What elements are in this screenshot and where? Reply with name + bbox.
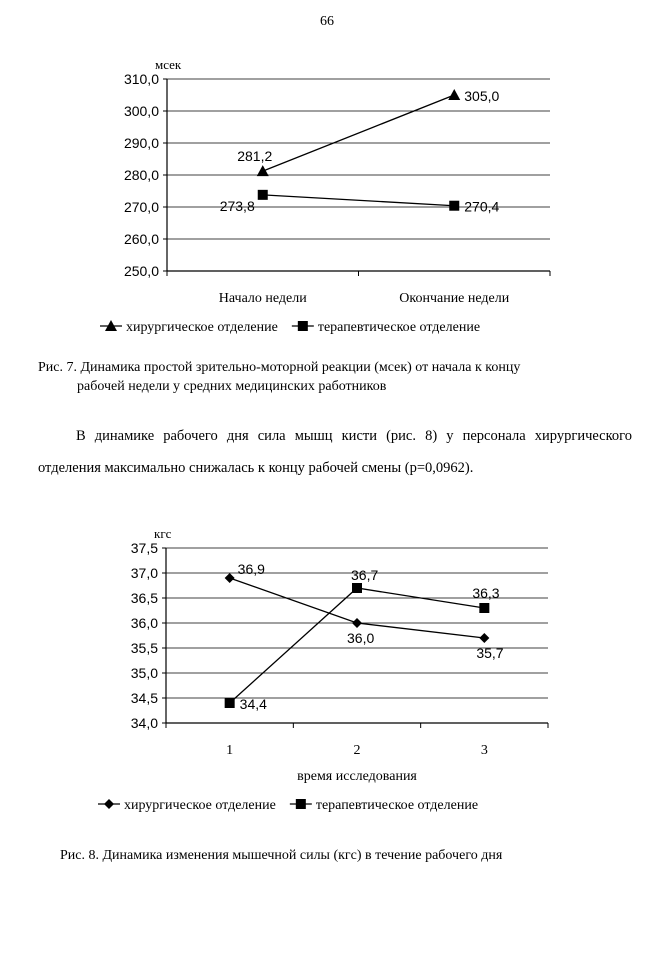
c2-data-label: 36,7 (351, 567, 379, 583)
c2-ytick-label: 37,0 (130, 565, 158, 581)
c2-ytick-label: 34,0 (130, 715, 158, 731)
c2-legend-marker (296, 799, 306, 809)
c2-ytick-label: 37,5 (130, 540, 158, 556)
c2-ytick-label: 35,0 (130, 665, 158, 681)
c1-ytick-label: 260,0 (123, 231, 159, 247)
c2-data-point (225, 698, 235, 708)
c1-category-label: Начало недели (218, 291, 307, 306)
c2-category-label: 3 (480, 743, 488, 758)
c2-legend-marker (104, 799, 114, 809)
page-number: 66 (320, 14, 334, 29)
c2-ytick-label: 36,5 (130, 590, 158, 606)
c1-ytick-label: 250,0 (123, 263, 159, 279)
c1-ytick-label: 310,0 (123, 71, 159, 87)
c2-data-point (352, 583, 362, 593)
c1-data-point (448, 89, 460, 100)
c2-ytick-label: 34,5 (130, 690, 158, 706)
c1-data-point (257, 165, 269, 176)
c2-ytick-label: 35,5 (130, 640, 158, 656)
c2-data-point (352, 618, 362, 628)
c1-series-line (263, 95, 455, 171)
c2-data-label: 34,4 (239, 696, 267, 712)
c2-data-label: 36,9 (237, 561, 265, 577)
c2-x-axis-title: время исследования (297, 769, 417, 784)
chart-reaction-time (0, 55, 654, 400)
chart-muscle-strength (0, 530, 654, 830)
c2-data-label: 35,7 (476, 645, 504, 661)
c2-data-label: 36,0 (347, 630, 375, 646)
c2-unit-label: кгс (154, 530, 172, 541)
c2-data-point (479, 603, 489, 613)
c1-legend-label: терапевтическое отделение (317, 320, 481, 335)
c2-category-label: 2 (353, 743, 361, 758)
c2-data-label: 36,3 (472, 585, 500, 601)
c1-data-label: 270,4 (464, 198, 500, 215)
figure-7-caption (38, 358, 628, 396)
c1-series-line (263, 195, 455, 206)
figure-7-caption-line2: рабочей недели у средних медицинских работников (77, 379, 387, 394)
c1-data-label: 273,8 (219, 197, 255, 214)
c1-ytick-label: 280,0 (123, 167, 159, 183)
figure-8-caption: Рис. 8. Динамика изменения мышечной силы (кгс) в течение рабочего дня (60, 848, 503, 863)
c2-data-point (479, 633, 489, 643)
c1-data-label: 305,0 (464, 88, 500, 104)
c1-data-point (258, 190, 268, 200)
c2-ytick-label: 36,0 (130, 615, 158, 631)
c2-legend-label: хирургическое отделение (124, 798, 276, 813)
c2-legend-label: терапевтическое отделение (315, 798, 479, 813)
c1-data-label: 281,2 (237, 148, 273, 165)
figure-7-caption-line1: Рис. 7. Динамика простой зрительно-моторной реакции (мсек) от начала к концу (38, 360, 521, 375)
c2-data-point (225, 573, 235, 583)
c1-data-point (449, 201, 459, 211)
body-paragraph: В динамике рабочего дня сила мышц кисти (рис. 8) у персонала хирургического отделения максимально снижалась к концу рабочей смены (р=0,0962). (38, 428, 632, 476)
c1-unit-label: мсек (155, 57, 182, 72)
c1-ytick-label: 290,0 (123, 135, 159, 151)
c2-category-label: 1 (226, 743, 234, 758)
c1-legend-label: хирургическое отделение (126, 320, 278, 335)
c1-category-label: Окончание недели (399, 291, 510, 306)
c1-ytick-label: 270,0 (123, 199, 159, 215)
c1-legend-marker (298, 321, 308, 331)
c1-ytick-label: 300,0 (123, 103, 159, 119)
